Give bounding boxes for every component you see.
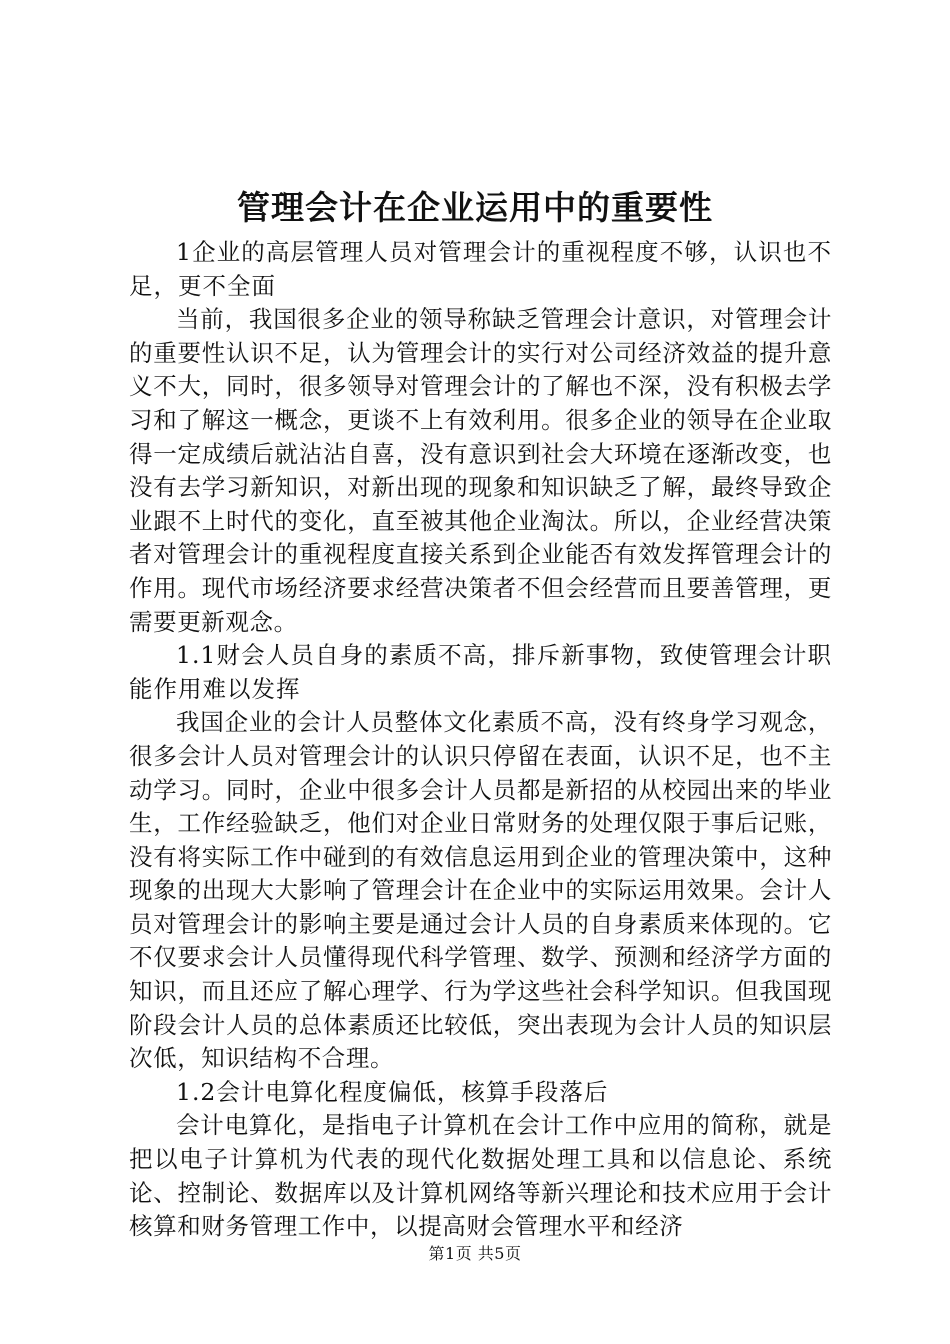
page-number-footer: 第1页 共5页 — [428, 1244, 522, 1263]
page-title: 管理会计在企业运用中的重要性 — [237, 188, 713, 227]
section-heading-1-1: 1.1财会人员自身的素质不高，排斥新事物，致使管理会计职能作用难以发挥 — [129, 641, 832, 703]
body-paragraph: 当前，我国很多企业的领导称缺乏管理会计意识，对管理会计的重要性认识不足，认为管理会计的实行对公司经济效益的提升意义不大，同时，很多领导对管理会计的了解也不深，没有积极去学习和了解这一概念，更谈不上有效利用。很多企业的领导在企业取得一定成绩后就沾沾自喜，没有意识到社会大环境在逐渐改变，也没有去学习新知识，对新出现的现象和知识缺乏了解，最终导致企业跟不上时代的变化，直至被其他企业淘汰。所以，企业经营决策者对管理会计的重视程度直接关系到企业能否有效发挥管理会计的作用。现代市场经济要求经营决策者不但会经营而且要善管理，更需要更新观念。 — [129, 305, 832, 636]
section-heading-1: 1企业的高层管理人员对管理会计的重视程度不够，认识也不足，更不全面 — [129, 238, 832, 300]
section-heading-1-2: 1.2会计电算化程度偏低，核算手段落后 — [176, 1077, 609, 1106]
document-body — [129, 236, 832, 1244]
body-paragraph: 我国企业的会计人员整体文化素质不高，没有终身学习观念，很多会计人员对管理会计的认识只停留在表面，认识不足，也不主动学习。同时，企业中很多会计人员都是新招的从校园出来的毕业生，工作经验缺乏，他们对企业日常财务的处理仅限于事后记账，没有将实际工作中碰到的有效信息运用到企业的管理决策中，这种现象的出现大大影响了管理会计在企业中的实际运用效果。会计人员对管理会计的影响主要是通过会计人员的自身素质来体现的。它不仅要求会计人员懂得现代科学管理、数学、预测和经济学方面的知识，而且还应了解心理学、行为学这些社会科学知识。但我国现阶段会计人员的总体素质还比较低，突出表现为会计人员的知识层次低，知识结构不合理。 — [129, 708, 832, 1073]
body-paragraph: 会计电算化，是指电子计算机在会计工作中应用的简称，就是把以电子计算机为代表的现代化数据处理工具和以信息论、系统论、控制论、数据库以及计算机网络等新兴理论和技术应用于会计核算和财务管理工作中，以提高财会管理水平和经济 — [129, 1111, 832, 1241]
